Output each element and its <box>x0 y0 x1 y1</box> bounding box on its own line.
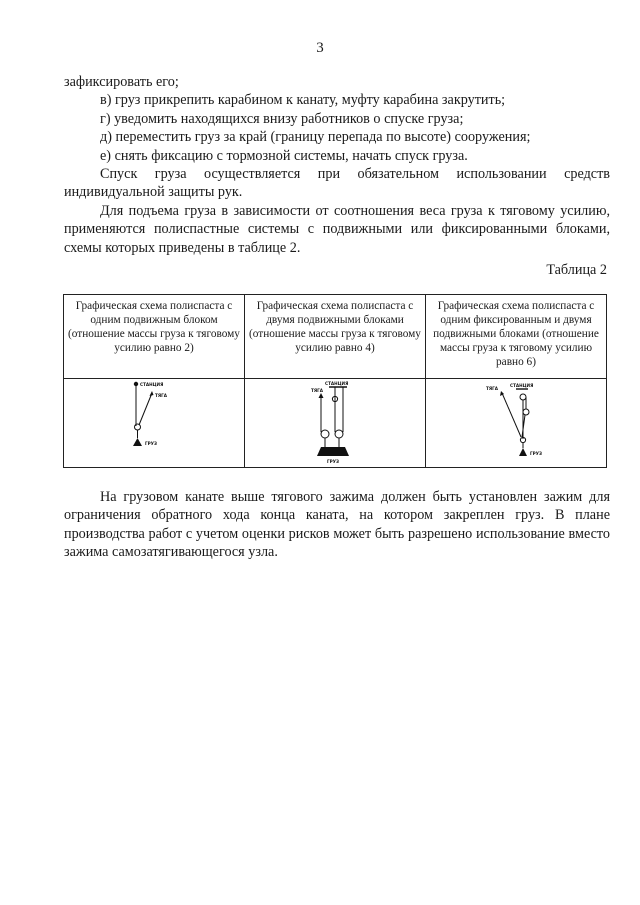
load-label: ГРУЗ <box>327 459 339 464</box>
table-header-cell: Графическая схема полиспаста с двумя подвижными блоками (отношение массы груза к тяговому усилию равно 4) <box>245 295 426 379</box>
table-header-cell: Графическая схема полиспаста с одним подвижным блоком (отношение массы груза к тяговому усилию равно 2) <box>64 295 245 379</box>
paragraph: Спуск груза осуществляется при обязательном использовании средств индивидуальной защиты рук. <box>64 166 610 201</box>
table-header-cell: Графическая схема полиспаста с одним фиксированным и двумя подвижными блоками (отношение массы груза к тяговому усилию равно 6) <box>426 295 607 379</box>
list-item: г) уведомить находящихся внизу работников о спуске груза; <box>100 110 464 127</box>
station-label: СТАНЦИЯ <box>510 383 534 388</box>
single-moving-block-diagram <box>64 379 244 467</box>
body-text-bottom <box>64 488 610 562</box>
paragraph: Для подъема груза в зависимости от соотношения веса груза к тяговому усилию, применяются полиспастные системы с подвижными или фиксированными блоками, схемы которых приведены в таблице 2. <box>64 202 610 256</box>
diagram-cell <box>426 379 607 468</box>
paragraph: На грузовом канате выше тягового зажима должен быть установлен зажим для ограничения обратного хода конца каната, на котором закреплен груз. В плане производства работ с учетом оценки рисков может быть разрешено использование вместо зажима самозатягивающегося узла. <box>64 489 610 561</box>
diagram-cell <box>64 379 245 468</box>
load-label: ГРУЗ <box>145 441 157 446</box>
diagram-cell <box>245 379 426 468</box>
pull-label: ТЯГА <box>486 386 498 391</box>
fixed-and-two-moving-blocks-diagram <box>426 379 606 467</box>
paragraph: зафиксировать его; <box>64 74 179 90</box>
pull-label: ТЯГА <box>155 393 167 398</box>
page-number: 3 <box>316 40 324 56</box>
load-label: ГРУЗ <box>530 451 542 456</box>
station-label: СТАНЦИЯ <box>325 381 349 386</box>
pull-label: ТЯГА <box>311 388 323 393</box>
table-caption: Таблица 2 <box>546 262 607 278</box>
list-item: е) снять фиксацию с тормозной системы, начать спуск груза. <box>100 147 468 164</box>
two-moving-blocks-diagram <box>245 379 425 467</box>
list-item: в) груз прикрепить карабином к канату, муфту карабина закрутить; <box>100 92 506 109</box>
station-label: СТАНЦИЯ <box>140 382 164 387</box>
list-item: д) переместить груз за край (границу перепада по высоте) сооружения; <box>100 129 531 146</box>
body-text-top <box>64 73 610 257</box>
pulley-schemes-table <box>63 294 607 468</box>
